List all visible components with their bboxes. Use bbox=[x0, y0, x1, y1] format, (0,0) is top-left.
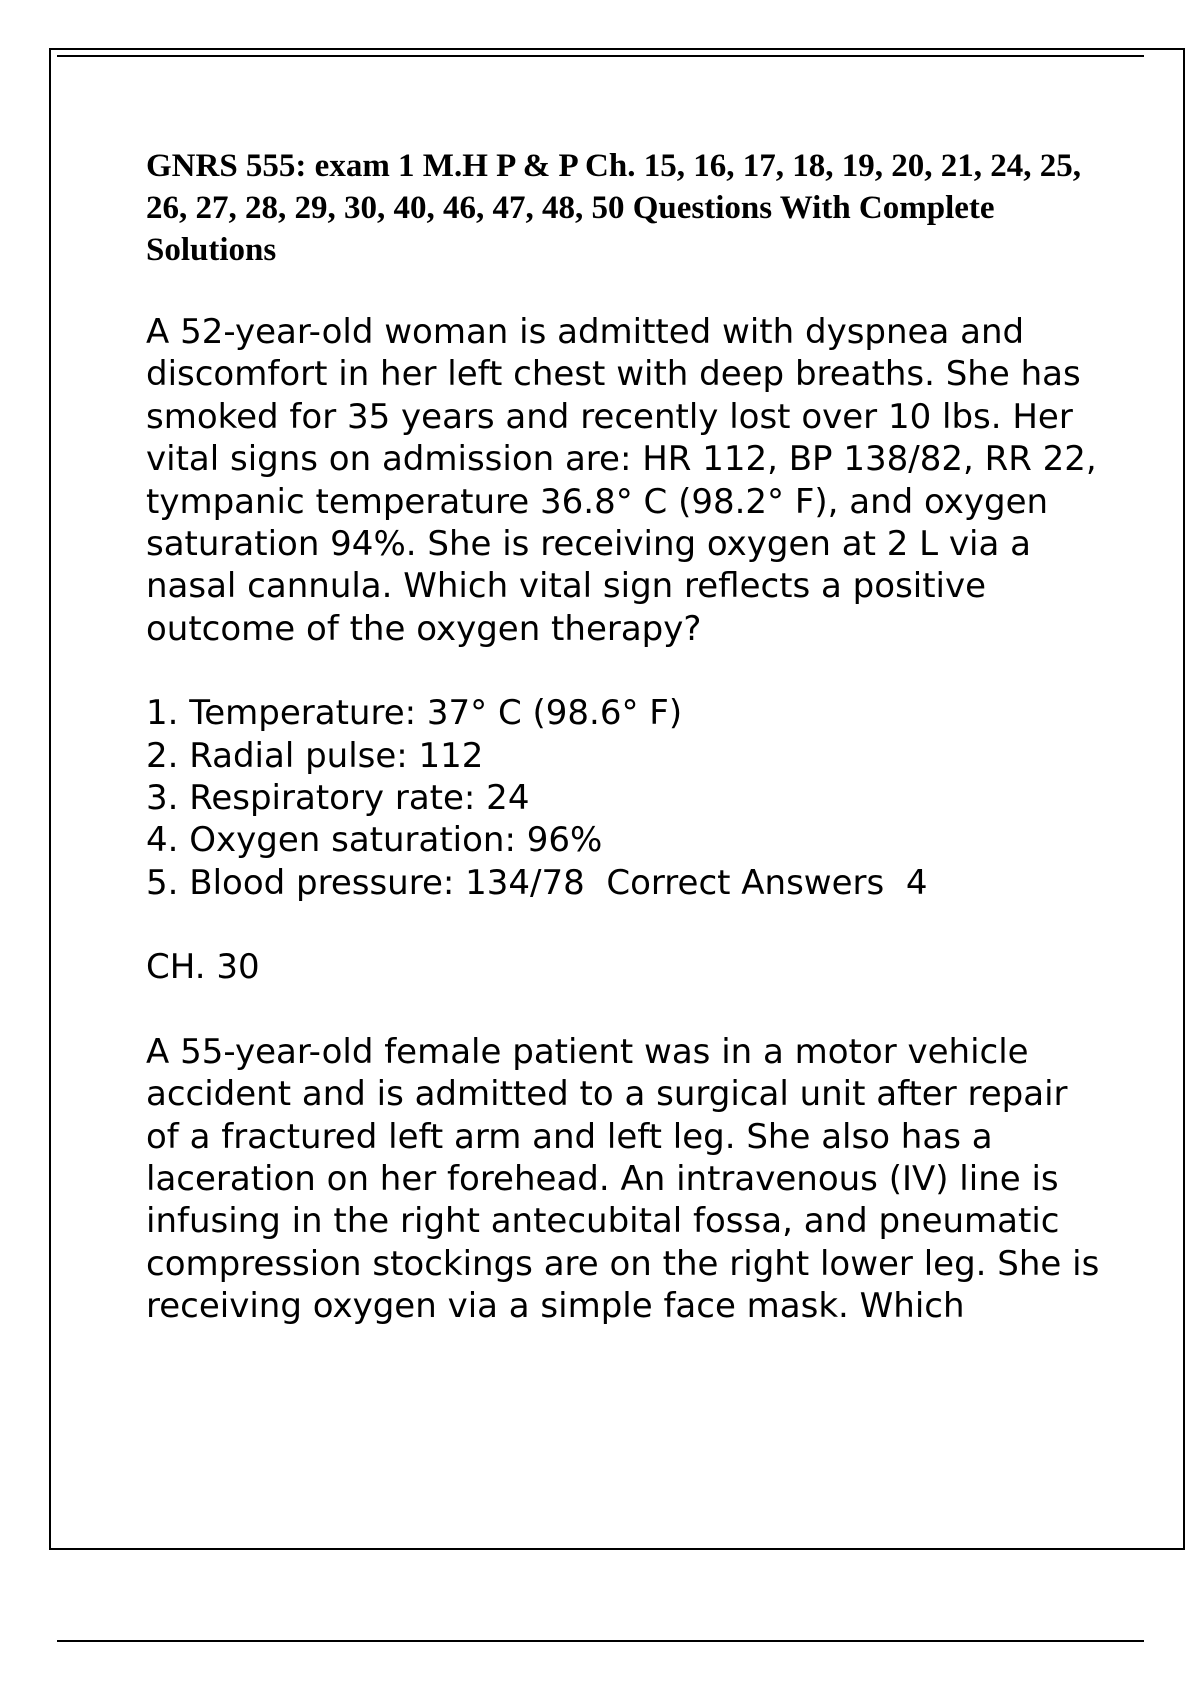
top-rule bbox=[57, 55, 1144, 57]
document-body bbox=[146, 145, 1106, 1370]
option-5-with-answer bbox=[146, 862, 1106, 904]
option-5: 5. Blood pressure: 134/78 bbox=[146, 862, 585, 903]
correct-answers-label: Correct Answers bbox=[606, 862, 885, 903]
option-4: 4. Oxygen saturation: 96% bbox=[146, 820, 603, 861]
option-1: 1. Temperature: 37° C (98.6° F) bbox=[146, 693, 683, 734]
question-1-options bbox=[146, 692, 1106, 904]
bottom-rule bbox=[57, 1640, 1144, 1642]
chapter-heading: CH. 30 bbox=[146, 947, 260, 988]
document-title: GNRS 555: exam 1 M.H P & P Ch. 15, 16, 17, 18, 19, 20, 21, 24, 25, 26, 27, 28, 29, 30, 40, 46, 47, 48, 50 Questions With Complete Solutions bbox=[146, 148, 1081, 268]
option-3: 3. Respiratory rate: 24 bbox=[146, 778, 530, 819]
correct-answer-value: 4 bbox=[905, 862, 928, 903]
question-2-text: A 55-year-old female patient was in a motor vehicle accident and is admitted to a surgical unit after repair of a fractured left arm and left leg. She also has a laceration on her forehead. An intravenous (IV) line is infusing in the right antecubital fossa, and pneumatic compression stockings are on the right lower leg. She is receiving oxygen via a simple face mask. Which bbox=[146, 1031, 1100, 1327]
question-1-text: A 52-year-old woman is admitted with dyspnea and discomfort in her left chest with deep breaths. She has smoked for 35 years and recently lost over 10 lbs. Her vital signs on admission are: HR 112, BP 138/82, RR 22, tympanic temperature 36.8° C (98.2° F), and oxygen saturation 94%. She is receiving oxygen at 2 L via a nasal cannula. Which vital sign reflects a positive outcome of the oxygen therapy? bbox=[146, 312, 1097, 649]
option-2: 2. Radial pulse: 112 bbox=[146, 735, 484, 776]
